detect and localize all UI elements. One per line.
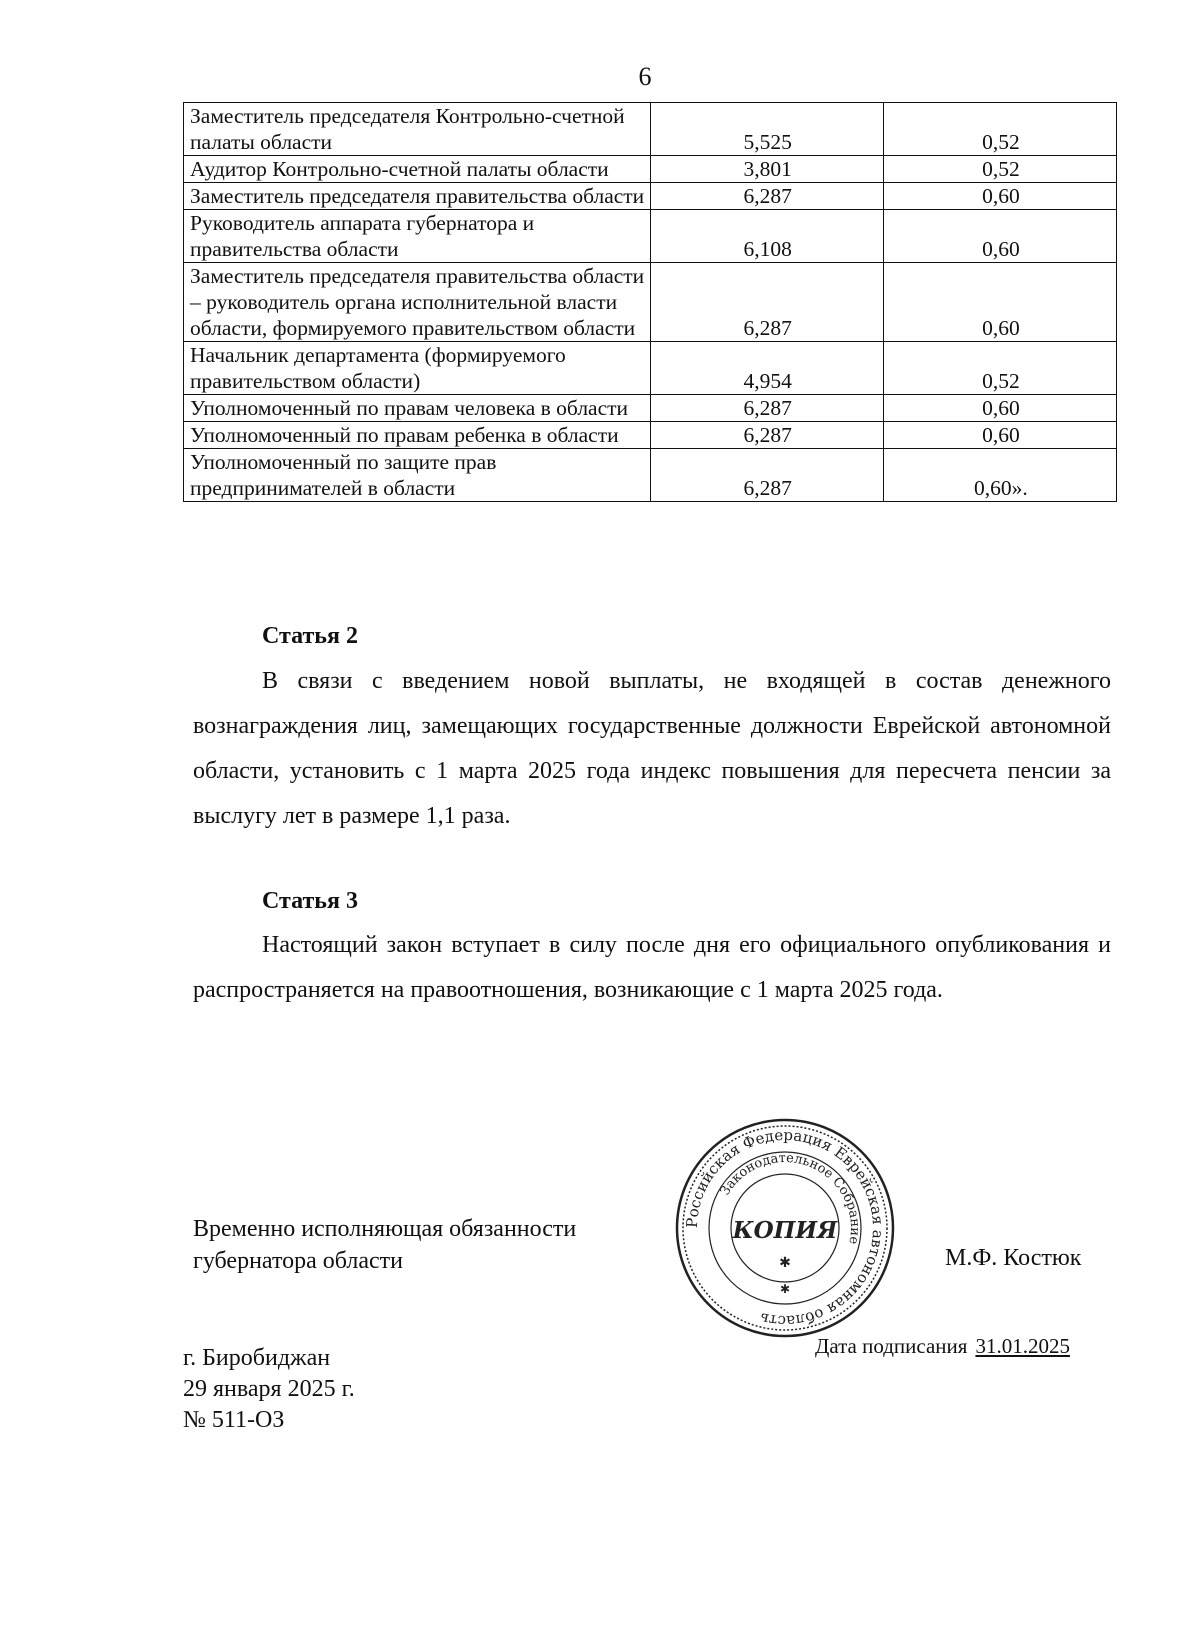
table-row — [184, 103, 1117, 156]
position-cell: Уполномоченный по правам человека в области — [184, 395, 651, 422]
article-2-heading: Статья 2 — [262, 623, 358, 649]
coefficient-cell: 6,287 — [650, 183, 883, 210]
coefficient-cell: 3,801 — [650, 156, 883, 183]
table-row — [184, 263, 1117, 342]
coefficient-cell: 4,954 — [650, 342, 883, 395]
salary-coefficient-table — [183, 102, 1117, 502]
table-row — [184, 449, 1117, 502]
rate-cell: 0,60 — [883, 210, 1116, 263]
article-2-text: В связи с введением новой выплаты, не входящей в состав денежного вознаграждения лиц, замещающих государственные должности Еврейской автономной области, установить с 1 марта 2025 года индекс повышения для пересчета пенсии за выслугу лет в размере 1,1 раза. — [193, 668, 1111, 829]
seal-star-icon: ✱ — [779, 1256, 791, 1271]
position-cell: Уполномоченный по правам ребенка в области — [184, 422, 651, 449]
rate-cell: 0,52 — [883, 156, 1116, 183]
position-cell: Руководитель аппарата губернатора и правительства области — [184, 210, 651, 263]
seal-inner-text: Законодательное Собрание — [717, 1150, 863, 1246]
coefficient-cell: 5,525 — [650, 103, 883, 156]
article-3-text: Настоящий закон вступает в силу после дня его официального опубликования и распространяется на правоотношения, возникающие с 1 марта 2025 года. — [193, 932, 1111, 1003]
signing-date-value: 31.01.2025 — [975, 1334, 1070, 1358]
official-seal — [672, 1117, 898, 1339]
table-row — [184, 342, 1117, 395]
table-row — [184, 210, 1117, 263]
table-row — [184, 395, 1117, 422]
article-3-heading: Статья 3 — [262, 888, 358, 914]
position-cell: Заместитель председателя правительства области – руководитель органа исполнительной власти области, формируемого правительством области — [184, 263, 651, 342]
coefficient-cell: 6,287 — [650, 395, 883, 422]
seal-star-icon: ✱ — [779, 1282, 791, 1296]
signing-date — [815, 1334, 1070, 1359]
rate-cell: 0,60 — [883, 263, 1116, 342]
position-cell: Начальник департамента (формируемого правительством области) — [184, 342, 651, 395]
rate-cell: 0,52 — [883, 103, 1116, 156]
position-cell: Аудитор Контрольно-счетной палаты области — [184, 156, 651, 183]
rate-cell: 0,60 — [883, 422, 1116, 449]
signer-title-line-2: губернатора области — [193, 1248, 403, 1274]
seal-center-text: КОПИЯ — [732, 1217, 838, 1244]
coefficient-cell: 6,287 — [650, 422, 883, 449]
rate-cell: 0,60 — [883, 183, 1116, 210]
coefficient-cell: 6,108 — [650, 210, 883, 263]
place-date-number — [183, 1343, 355, 1436]
law-number: № 511-ОЗ — [183, 1407, 285, 1433]
position-cell: Уполномоченный по защите прав предпринимателей в области — [184, 449, 651, 502]
coefficient-cell: 6,287 — [650, 449, 883, 502]
table-row — [184, 422, 1117, 449]
position-cell: Заместитель председателя Контрольно-счетной палаты области — [184, 103, 651, 156]
place-date: 29 января 2025 г. — [183, 1376, 355, 1402]
table-row — [184, 156, 1117, 183]
signer-name: М.Ф. Костюк — [945, 1245, 1082, 1271]
signing-date-label: Дата подписания — [815, 1334, 968, 1358]
place-city: г. Биробиджан — [183, 1345, 331, 1371]
rate-cell: 0,60». — [883, 449, 1116, 502]
page-number: 6 — [638, 62, 652, 91]
table-row — [184, 183, 1117, 210]
coefficient-cell: 6,287 — [650, 263, 883, 342]
signer-title-line-1: Временно исполняющая обязанности — [193, 1216, 577, 1242]
signer-title — [193, 1213, 576, 1277]
rate-cell: 0,52 — [883, 342, 1116, 395]
rate-cell: 0,60 — [883, 395, 1116, 422]
seal-outer-text: Российская Федерация Еврейская автономная область — [682, 1125, 888, 1331]
position-cell: Заместитель председателя правительства области — [184, 183, 651, 210]
